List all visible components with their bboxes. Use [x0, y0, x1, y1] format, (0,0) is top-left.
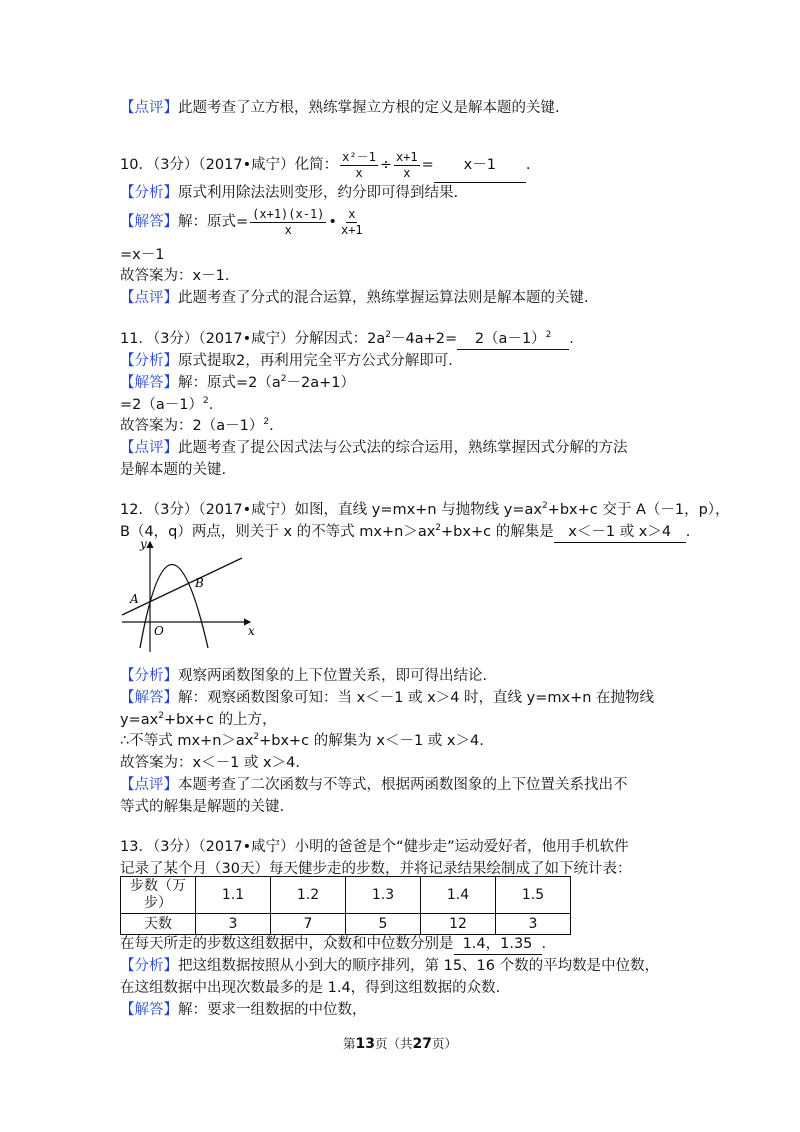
label-o: O — [154, 624, 164, 638]
comment-text: 此题考查了立方根，熟练掌握立方根的定义是解本题的关键. — [178, 100, 560, 116]
label-y: y — [140, 537, 147, 551]
table-cell: 1.3 — [346, 877, 421, 914]
q13-analysis: 【分析】把这组数据按照从小到大的顺序排列，第 15、16 个数的平均数是中位数， — [120, 958, 660, 974]
q11-solution: 【解答】解：原式$=2(a^2-2a+1)$ — [120, 374, 355, 391]
table-cell: 1.4 — [421, 877, 496, 914]
page-number: 13 — [355, 1036, 375, 1052]
table-cell: 1.2 — [271, 877, 346, 914]
label-a: A — [130, 592, 139, 606]
q12-analysis: 【分析】观察两函数图象的上下位置关系，即可得出结论. — [120, 668, 488, 684]
q11-line3: 故答案为：$2(a-1)^2$. — [120, 417, 274, 434]
q12-comment: 【点评】本题考查了二次函数与不等式，根据两函数图象的上下位置关系找出不 — [120, 777, 628, 793]
table-row — [121, 877, 571, 914]
table-cell: 1.1 — [196, 877, 271, 914]
q11-answer: $2(a-1)^2$ — [457, 329, 569, 350]
q10-line2: =x－1 — [120, 247, 165, 263]
table-row — [121, 914, 571, 935]
q13-stem-1: 13．（3分）（2017•咸宁）小明的爸爸是个“健步走”运动爱好者，他用手机软件 — [120, 839, 629, 855]
q10-fraction-2: $\frac{x+1}{x}$ — [395, 149, 418, 180]
q11-comment: 【点评】此题考查了提公因式法与公式法的综合运用，熟练掌握因式分解的方法 — [120, 440, 628, 456]
table-cell: 12 — [421, 914, 496, 935]
q12-comment-cont: 等式的解集是解题的关键. — [120, 799, 285, 815]
comment-tag: 【点评】 — [120, 100, 178, 116]
q12-solution-4: 故答案为：x＜－1 或 x＞4. — [120, 755, 300, 771]
table-cell: 3 — [196, 914, 271, 935]
q11-comment-cont: 是解本题的关键. — [120, 462, 227, 478]
q10-answer: x－1 — [434, 148, 526, 183]
comment-tag: 【点评】 — [120, 290, 178, 306]
q10-solution-fraction-1: $\frac{(x+1)(x-1)}{x}$ — [252, 206, 325, 237]
table-header-steps: 步数（万步） — [121, 877, 196, 914]
q11-line2: $=2(a-1)^2$. — [120, 396, 214, 413]
q11-stem: 11．（3分）（2017•咸宁）分解因式：$2a^2-4a+2= 2(a-1)^2$ . — [120, 329, 574, 350]
analysis-tag: 【分析】 — [120, 185, 178, 201]
q10-stem-text: 10．（3分）（2017•咸宁）化简： — [120, 157, 339, 173]
q10-solution-fraction-2: $\frac{x}{x+1}$ — [340, 206, 363, 237]
q13-analysis-cont: 在这组数据中出现次数最多的是 1.4，得到这组数据的众数. — [120, 980, 501, 996]
q13-solution: 【解答】解：要求一组数据的中位数， — [120, 1002, 367, 1018]
q10-stem: 10．（3分）（2017•咸宁）化简： $\frac{\text{x²－1}}{x}$ ÷ $\frac{x+1}{x}$ = x－1 . — [120, 148, 530, 182]
q11-analysis: 【分析】原式提取2，再利用完全平方公式分解即可. — [120, 353, 453, 369]
label-x: x — [248, 624, 255, 638]
table-cell: 7 — [271, 914, 346, 935]
q12-solution-2: $y=ax^2+bx+c$ 的上方， — [120, 711, 277, 728]
q10-analysis: 【分析】原式利用除法法则变形，约分即可得到结果. — [120, 185, 459, 201]
q13-answer: 1.4，1.35 — [454, 934, 542, 955]
steps-table — [120, 876, 571, 935]
divide-sign: ÷ — [379, 157, 392, 173]
line-mx-n — [122, 558, 242, 615]
table-cell: 5 — [346, 914, 421, 935]
q12-answer: x＜－1 或 x＞4 — [554, 522, 686, 543]
q10-line3: 故答案为：x－1. — [120, 268, 230, 284]
table-cell: 3 — [496, 914, 571, 935]
q13-after-table: 在每天所走的步数这组数据中，众数和中位数分别是 1.4，1.35 . — [120, 934, 546, 955]
label-b: B — [195, 576, 204, 590]
q13-stem-2: 记录了某个月（30天）每天健步走的步数，并将记录结果绘制成了如下统计表： — [120, 861, 632, 877]
q12-solution-1: 【解答】解：观察函数图象可知：当 x＜－1 或 x＞4 时，直线 y=mx+n 在抛物线 — [120, 690, 655, 706]
page-footer: 第13页（共27页） — [342, 1036, 457, 1052]
q12-stem-1: 12．（3分）（2017•咸宁）如图，直线 y=mx+n 与抛物线 $y=ax^2+bx+c$ 交于 A（－1，p）， — [120, 501, 730, 518]
table-header-days: 天数 — [121, 914, 196, 935]
q12-solution-3: ∴不等式 $mx+n>ax^2+bx+c$ 的解集为 x＜－1 或 x＞4. — [120, 732, 484, 749]
solution-tag: 【解答】 — [120, 214, 178, 230]
page-total: 27 — [412, 1036, 432, 1052]
q12-graph — [118, 536, 258, 656]
q10-solution: 【解答】解：原式= $\frac{(x+1)(x-1)}{x}$ • $\frac{x}{x+1}$ — [120, 206, 363, 237]
table-cell: 1.5 — [496, 877, 571, 914]
q10-fraction-1: $\frac{\text{x²－1}}{x}$ — [342, 149, 376, 180]
q12-stem-2: B（4，q）两点，则关于 x 的不等式 $mx+n>ax^2+bx+c$ 的解集是 x＜－1 或 x＞4 . — [120, 522, 690, 543]
comment-line — [120, 98, 560, 118]
q10-comment: 【点评】此题考查了分式的混合运算，熟练掌握运算法则是解本题的关键. — [120, 290, 589, 306]
